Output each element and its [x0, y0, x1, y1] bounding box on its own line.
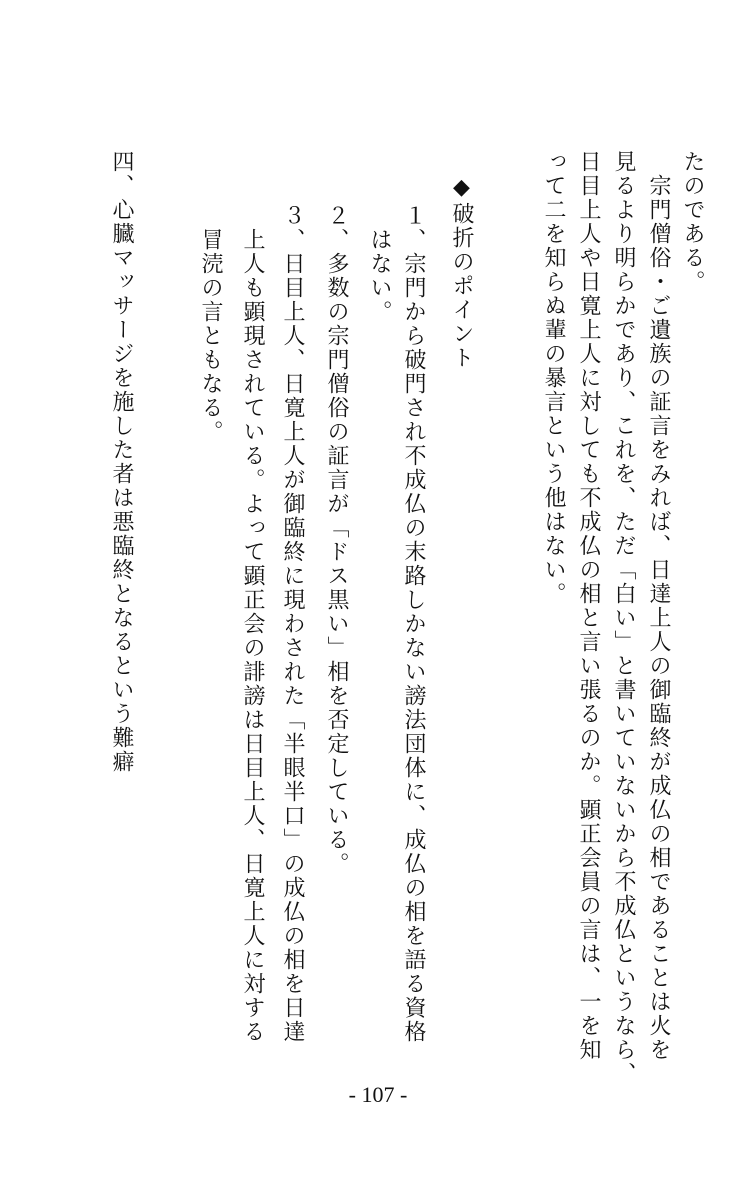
point-1-line-2: はない。 — [367, 180, 392, 324]
point-1-line-1: １、宗門から破門され不成仏の末路しかない謗法団体に、成仏の相を語る資格 — [401, 180, 426, 1044]
text-line-5: って二を知らぬ輩の暴言という他はない。 — [541, 150, 566, 606]
text-line-2: 宗門僧俗・ご遺族の証言をみれば、日達上人の御臨終が成仏の相であることは火を — [646, 150, 671, 1062]
text-line-1: たのである。 — [680, 150, 705, 294]
point-3-line-3: 冒涜の言ともなる。 — [198, 180, 223, 444]
page-number: - 107 - — [348, 1082, 408, 1107]
text-line-4: 日目上人や日寛上人に対しても不成仏の相と言い張るのか。顕正会員の言は、一を知 — [576, 150, 601, 1062]
point-3-line-2: 上人も顕現されている。よって顕正会の誹謗は日目上人、日寛上人に対する — [240, 180, 265, 1044]
chapter-heading: 四、心臓マッサージを施した者は悪臨終となるという難癖 — [109, 150, 134, 774]
section-heading: ◆破折のポイント — [449, 175, 474, 370]
point-2: ２、多数の宗門僧俗の証言が「ドス黒い」相を否定している。 — [324, 180, 349, 876]
text-line-3: 見るより明らかであり、これを、ただ「白い」と書いていないから不成仏というなら、 — [611, 150, 636, 1086]
point-3-line-1: ３、日目上人、日寛上人が御臨終に現わされた「半眼半口」の成仏の相を日達 — [280, 180, 305, 1044]
